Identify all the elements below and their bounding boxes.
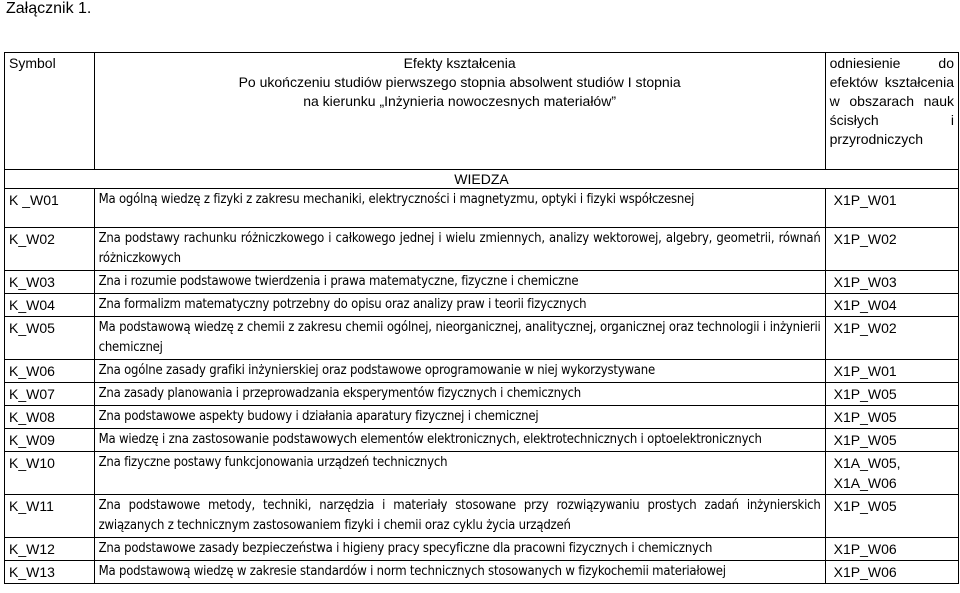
row-reference: X1P_W04 [825,294,958,317]
table-row [5,271,959,294]
row-reference: X1P_W05 [825,383,958,406]
row-reference: X1P_W02 [825,228,958,271]
row-code: K_W03 [5,271,95,294]
row-description: Zna podstawowe metody, techniki, narzędzia i materiały stosowane przy rozwiązywaniu prostych zadań inżynierskich związanych z technicznym zastosowaniem fizyki i chemii oraz cyklu życia urządzeń [94,495,825,538]
section-label: WIEDZA [5,170,959,189]
section-row [5,170,959,189]
row-code: K_W02 [5,228,95,271]
row-reference: X1P_W03 [825,271,958,294]
row-reference: X1P_W01 [825,360,958,383]
table-row [5,383,959,406]
table-row [5,561,959,584]
row-code: K_W12 [5,538,95,561]
row-reference: X1P_W06 [825,561,958,584]
row-code: K_W13 [5,561,95,584]
row-description: Zna zasady planowania i przeprowadzania eksperymentów fizycznych i chemicznych [94,383,825,406]
row-code: K_W09 [5,429,95,452]
row-code: K_W05 [5,317,95,360]
row-description: Zna podstawowe zasady bezpieczeństwa i higieny pracy specyficzne dla pracowni fizycznych i chemicznych [94,538,825,561]
row-code: K_W07 [5,383,95,406]
table-row [5,360,959,383]
header-effects-line2: Po ukończeniu studiów pierwszego stopnia absolwent studiów I stopnia [238,74,681,90]
table-row [5,317,959,360]
learning-outcomes-table [4,52,959,584]
row-reference: X1P_W06 [825,538,958,561]
table-row [5,452,959,495]
row-description: Ma ogólną wiedzę z fizyki z zakresu mechaniki, elektryczności i magnetyzmu, optyki i fizyki współczesnej [94,189,825,228]
table-row [5,495,959,538]
row-reference: X1P_W05 [825,406,958,429]
row-code: K_W08 [5,406,95,429]
row-code: K_W04 [5,294,95,317]
row-code: K_W11 [5,495,95,538]
row-description: Ma podstawową wiedzę w zakresie standardów i norm technicznych stosowanych w fizykochemii materiałowej [94,561,825,584]
header-effects-line3: na kierunku „Inżynieria nowoczesnych materiałów” [303,93,616,109]
row-description: Ma podstawową wiedzę z chemii z zakresu chemii ogólnej, nieorganicznej, analitycznej, organicznej oraz technologii i inżynierii chemicznej [94,317,825,360]
table-header-row [5,53,959,170]
row-reference: X1P_W01 [825,189,958,228]
row-description: Zna ogólne zasady grafiki inżynierskiej oraz podstawowe oprogramowanie w niej wykorzystywane [94,360,825,383]
row-code: K_W06 [5,360,95,383]
table-row [5,294,959,317]
header-effects-title: Efekty kształcenia [403,55,516,71]
row-code: K _W01 [5,189,95,228]
row-description: Zna podstawowe aspekty budowy i działania aparatury fizycznej i chemicznej [94,406,825,429]
row-code: K_W10 [5,452,95,495]
table-body [5,189,959,584]
header-effects [94,53,825,170]
table-row [5,228,959,271]
row-description: Zna formalizm matematyczny potrzebny do opisu oraz analizy praw i teorii fizycznych [94,294,825,317]
row-reference: X1A_W05, X1A_W06 [825,452,958,495]
header-symbol: Symbol [5,53,95,170]
table-row [5,406,959,429]
page-title: Załącznik 1. [6,0,92,17]
table-row [5,538,959,561]
row-reference: X1P_W02 [825,317,958,360]
row-description: Zna i rozumie podstawowe twierdzenia i prawa matematyczne, fizyczne i chemiczne [94,271,825,294]
row-description: Zna fizyczne postawy funkcjonowania urządzeń technicznych [94,452,825,495]
row-reference: X1P_W05 [825,429,958,452]
row-description: Zna podstawy rachunku różniczkowego i całkowego jednej i wielu zmiennych, analizy wektorowej, algebry, geometrii, równań różniczkowych [94,228,825,271]
header-reference: odniesienie do efektów kształcenia w obszarach nauk ścisłych i przyrodniczych [825,53,958,170]
table-row [5,189,959,228]
row-description: Ma wiedzę i zna zastosowanie podstawowych elementów elektronicznych, elektrotechnicznych i optoelektronicznych [94,429,825,452]
row-reference: X1P_W05 [825,495,958,538]
table-row [5,429,959,452]
